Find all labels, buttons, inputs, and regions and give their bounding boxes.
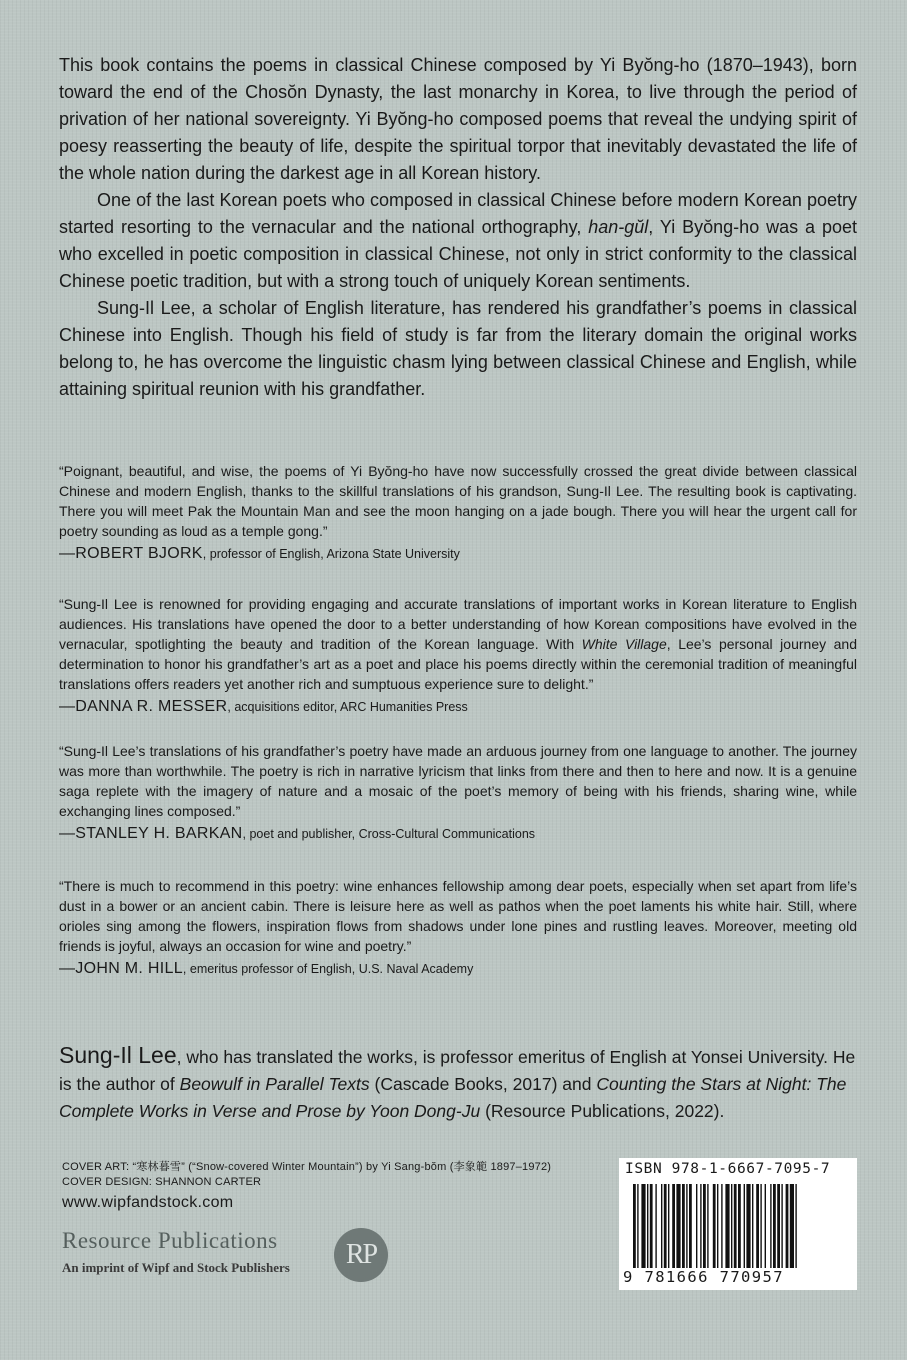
barcode-bar: [686, 1184, 687, 1268]
publisher-block: [62, 1228, 402, 1284]
barcode-bar: [713, 1184, 716, 1268]
bio-book-title-1: Beowulf in Parallel Texts: [179, 1074, 370, 1094]
barcode-bar: [672, 1184, 675, 1268]
endorsement-text: “There is much to recommend in this poetry: wine enhances fellowship among dear poets, especially when set apart from life’s dust in a bower or an ancient cabin. There is leisure here as well as pathos when the poet laments his white hair. Still, where orioles sing among the flowers, inspiration flows from shadows under lone pines and rustling leaves. Moreover, meeting old friends is joyful, always an occasion for wine and poetry.”: [59, 878, 857, 954]
bio-text-2: (Cascade Books, 2017) and: [369, 1074, 597, 1094]
barcode-icon: [629, 1184, 849, 1268]
endorsement-text: “Poignant, beautiful, and wise, the poems of Yi Byŏng-ho have now successfully crossed the great divide between classical Chinese and modern English, thanks to the skillful translations of his grandson, Sung-Il Lee. The resulting book is captivating. There you will meet Pak the Mountain Man and see the moon hanging on a jade bough. There you will hear the urgent call for poetry sounding as loud as a temple gong.”: [59, 463, 857, 539]
barcode-bar: [717, 1184, 718, 1268]
barcode-bar: [703, 1184, 706, 1268]
barcode-bar: [746, 1184, 750, 1268]
barcode-bar: [655, 1184, 656, 1268]
barcode-bar: [738, 1184, 741, 1268]
barcode-digits: 9 781666 770957: [623, 1268, 784, 1286]
book-description: [59, 52, 857, 403]
description-paragraph-2: [59, 187, 857, 295]
barcode-bar: [752, 1184, 753, 1268]
barcode-bar: [770, 1184, 771, 1268]
endorser-role: , professor of English, Arizona State University: [202, 547, 460, 561]
publisher-imprint: An imprint of Wipf and Stock Publishers: [62, 1260, 290, 1275]
endorser-role: , acquisitions editor, ARC Humanities Press: [227, 700, 468, 714]
barcode-bar: [689, 1184, 692, 1268]
endorsement-attribution: [59, 823, 857, 844]
barcode-bar: [696, 1184, 697, 1268]
barcode-bar: [641, 1184, 645, 1268]
bio-book-title-2: Counting the Stars at Night: The Complete Works in Verse and Prose by Yoon Dong-Ju: [59, 1074, 847, 1121]
barcode-bar: [661, 1184, 662, 1268]
barcode-bar: [676, 1184, 680, 1268]
barcode-bar: [731, 1184, 732, 1268]
barcode-bar: [795, 1184, 796, 1268]
rp-logo-icon: RP: [334, 1228, 388, 1282]
endorser-name: —STANLEY H. BARKAN: [59, 825, 243, 842]
barcode-bar: [765, 1184, 766, 1268]
endorsement-hill: [59, 876, 857, 979]
barcode-bar: [633, 1184, 636, 1268]
endorsement-attribution: [59, 696, 857, 717]
endorsement-text-b: , Lee’s personal journey and determination to honor his grandfather’s art as a poet and place his poems directly within the ceremonial tradition of meaningful translations offers readers yet another rich and sumptuous experience sure to delight.”: [59, 636, 857, 692]
endorsement-attribution: [59, 958, 857, 979]
barcode-bar: [786, 1184, 789, 1268]
barcode-bar: [725, 1184, 729, 1268]
endorser-role: , poet and publisher, Cross-Cultural Communications: [242, 827, 536, 841]
barcode-bar: [773, 1184, 776, 1268]
isbn-label: ISBN 978-1-6667-7095-7: [625, 1161, 831, 1177]
endorsement-text-italic: White Village: [581, 636, 667, 652]
barcode-bar: [777, 1184, 780, 1268]
description-paragraph-3: Sung-Il Lee, a scholar of English literature, has rendered his grandfather’s poems in classical Chinese into English. Though his field of study is far from the literary domain the original works belong to, he has overcome the linguistic chasm lying between classical Chinese and English, while attaining spiritual reunion with his grandfather.: [59, 298, 857, 399]
barcode-bar: [756, 1184, 759, 1268]
bio-text-1: , who has translated the works, is professor emeritus of English at Yonsei University. He is the author of: [59, 1047, 856, 1094]
endorsement-bjork: [59, 461, 857, 564]
description-p2-text-a: One of the last Korean poets who composed in classical Chinese before modern Korean poetry started resorting to the vernacular and the national orthography,: [59, 190, 857, 237]
barcode-bar: [744, 1184, 745, 1268]
translator-bio: [59, 1042, 857, 1125]
description-paragraph-1: This book contains the poems in classical Chinese composed by Yi Byŏng-ho (1870–1943), born toward the end of the Chosŏn Dynasty, the last monarchy in Korea, to live through the period of privation of her national sovereignty. Yi Byŏng-ho composed poems that reveal the undying spirit of poesy reasserting the beauty of life, despite the spiritual torpor that inevitably devastated the life of the whole nation during the darkest age in all Korean history.: [59, 55, 857, 183]
cover-credits: [62, 1160, 551, 1190]
endorser-name: —ROBERT BJORK: [59, 545, 203, 562]
barcode-bar: [721, 1184, 722, 1268]
endorsement-messer: [59, 594, 857, 717]
barcode-bar: [682, 1184, 685, 1268]
endorser-role: , emeritus professor of English, U.S. Naval Academy: [182, 962, 474, 976]
cover-design-credit: COVER DESIGN: SHANNON CARTER: [62, 1176, 262, 1188]
publisher-name: Resource Publications: [62, 1228, 278, 1253]
description-p2-italic: han-gŭl: [588, 217, 649, 237]
barcode-bar: [781, 1184, 782, 1268]
bio-text-3: (Resource Publications, 2022).: [480, 1101, 725, 1121]
barcode-bar: [700, 1184, 701, 1268]
barcode-bar: [790, 1184, 794, 1268]
cover-art-credit: COVER ART: “寒林暮雪” (“Snow-covered Winter Mountain”) by Yi Sang-bŏm (李象範 1897–1972): [62, 1161, 552, 1173]
endorsement-barkan: [59, 741, 857, 844]
barcode-bar: [707, 1184, 708, 1268]
barcode-bar: [760, 1184, 761, 1268]
endorsement-text: “Sung-Il Lee’s translations of his grandfather’s poetry have made an arduous journey from one language to another. The journey was more than worthwhile. The poetry is rich in narrative lyricism that links from there and then to here and now. It is a genuine saga replete with the imagery of nature and a mosaic of the poet’s memory of being with his friends, sharing wine, while exchanging lines composed.”: [59, 743, 857, 819]
publisher-website[interactable]: www.wipfandstock.com: [62, 1194, 234, 1211]
endorsement-attribution: [59, 543, 857, 564]
endorser-name: —DANNA R. MESSER: [59, 698, 228, 715]
barcode-bar: [650, 1184, 653, 1268]
endorser-name: —JOHN M. HILL: [59, 960, 183, 977]
description-p2-text-b: , Yi Byŏng-ho was a poet who excelled in poetic composition in classical Chinese, not only in strict conformity to the classical Chinese poetic tradition, but with a strong touch of uniquely Korean sentiments.: [59, 217, 858, 291]
barcode-bar: [734, 1184, 737, 1268]
barcode-bar: [637, 1184, 638, 1268]
barcode-bar: [664, 1184, 667, 1268]
translator-name: Sung-Il Lee: [59, 1042, 177, 1068]
isbn-barcode-box: [619, 1158, 857, 1290]
barcode-bar: [668, 1184, 669, 1268]
barcode-bar: [647, 1184, 648, 1268]
endorsement-text-a: “Sung-Il Lee is renowned for providing engaging and accurate translations of important works in Korean literature to English audiences. His translations have opened the door to a better understanding of how Korean compositions have evolved in the vernacular, spotlighting the beauty and tradition of the Korean language. With: [59, 596, 857, 652]
endorsement-text: [59, 594, 857, 694]
